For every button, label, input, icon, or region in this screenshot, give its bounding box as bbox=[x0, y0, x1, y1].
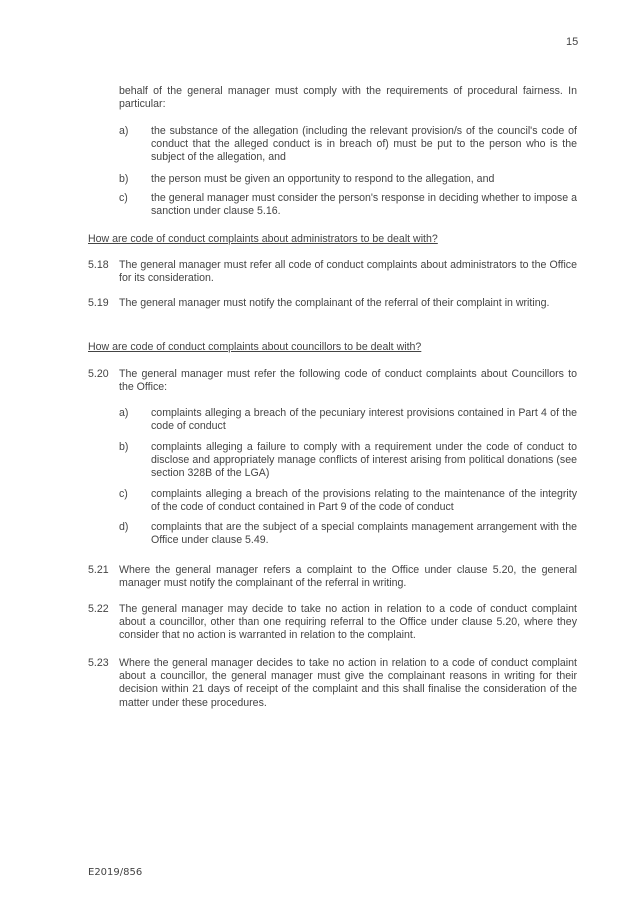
list-item bbox=[119, 521, 577, 549]
list-letter: c) bbox=[119, 192, 128, 204]
section-heading: How are code of conduct complaints about councillors to be dealt with? bbox=[88, 341, 422, 353]
page-number: 15 bbox=[566, 36, 579, 48]
list-item bbox=[119, 407, 577, 435]
clause-number: 5.23 bbox=[88, 657, 109, 669]
list-text: the person must be given an opportunity to respond to the allegation, and bbox=[151, 173, 495, 185]
clause-number: 5.18 bbox=[88, 259, 109, 271]
list-letter: d) bbox=[119, 521, 129, 533]
list-item bbox=[119, 488, 577, 516]
list-item bbox=[119, 192, 577, 220]
clause-text: The general manager may decide to take no action in relation to a code of conduct complaint about a councillor, other than one requiring referral to the Office under clause 5.20, where they consider that no action is warranted in relation to the complaint. bbox=[119, 603, 577, 642]
list-text: complaints alleging a breach of the pecuniary interest provisions contained in Part 4 of the code of conduct bbox=[151, 407, 577, 433]
list-text: complaints that are the subject of a special complaints management arrangement with the Office under clause 5.49. bbox=[151, 521, 577, 547]
list-letter: c) bbox=[119, 488, 128, 500]
list-letter: a) bbox=[119, 125, 129, 137]
clause-number: 5.19 bbox=[88, 297, 109, 309]
document-reference: E2019/856 bbox=[88, 867, 143, 878]
clause-text: The general manager must refer all code of conduct complaints about administrators to the Office for its consideration. bbox=[119, 259, 577, 285]
clause-5-18 bbox=[88, 259, 577, 287]
clause-5-20 bbox=[88, 368, 577, 396]
clause-text: The general manager must refer the following code of conduct complaints about Councillors to the Office: bbox=[119, 368, 577, 394]
clause-text: Where the general manager decides to take no action in relation to a code of conduct complaint about a councillor, the general manager must give the complainant reasons in writing for their decision within 21 days of receipt of the complaint and this shall finalise the consideration of the matter under these procedures. bbox=[119, 657, 577, 709]
clause-number: 5.22 bbox=[88, 603, 109, 615]
clause-number: 5.20 bbox=[88, 368, 109, 380]
list-letter: b) bbox=[119, 441, 129, 453]
section-heading: How are code of conduct complaints about administrators to be dealt with? bbox=[88, 233, 438, 245]
clause-5-22 bbox=[88, 603, 577, 645]
list-text: complaints alleging a failure to comply with a requirement under the code of conduct to disclose and appropriately manage conflicts of interest arising from political donations (see section 328B of the LGA) bbox=[151, 441, 577, 480]
list-item bbox=[119, 441, 577, 483]
list-letter: a) bbox=[119, 407, 129, 419]
clause-number: 5.21 bbox=[88, 564, 109, 576]
list-text: complaints alleging a breach of the provisions relating to the maintenance of the integrity of the code of conduct contained in Part 9 of the code of conduct bbox=[151, 488, 577, 514]
clause-text: Where the general manager refers a complaint to the Office under clause 5.20, the general manager must notify the complainant of the referral in writing. bbox=[119, 564, 577, 590]
clause-5-23 bbox=[88, 657, 577, 713]
list-item bbox=[119, 173, 577, 187]
list-text: the general manager must consider the person's response in deciding whether to impose a sanction under clause 5.16. bbox=[151, 192, 577, 218]
clause-5-19 bbox=[88, 297, 577, 325]
list-text: the substance of the allegation (including the relevant provision/s of the council's code of conduct that the alleged conduct is in breach of) must be put to the person who is the subject of the allegation, and bbox=[151, 125, 577, 164]
clause-5-21 bbox=[88, 564, 577, 592]
clause-text: The general manager must notify the complainant of the referral of their complaint in writing. bbox=[119, 297, 550, 309]
list-item bbox=[119, 125, 577, 167]
list-letter: b) bbox=[119, 173, 129, 185]
intro-paragraph: behalf of the general manager must comply with the requirements of procedural fairness. In particular: bbox=[119, 85, 577, 111]
